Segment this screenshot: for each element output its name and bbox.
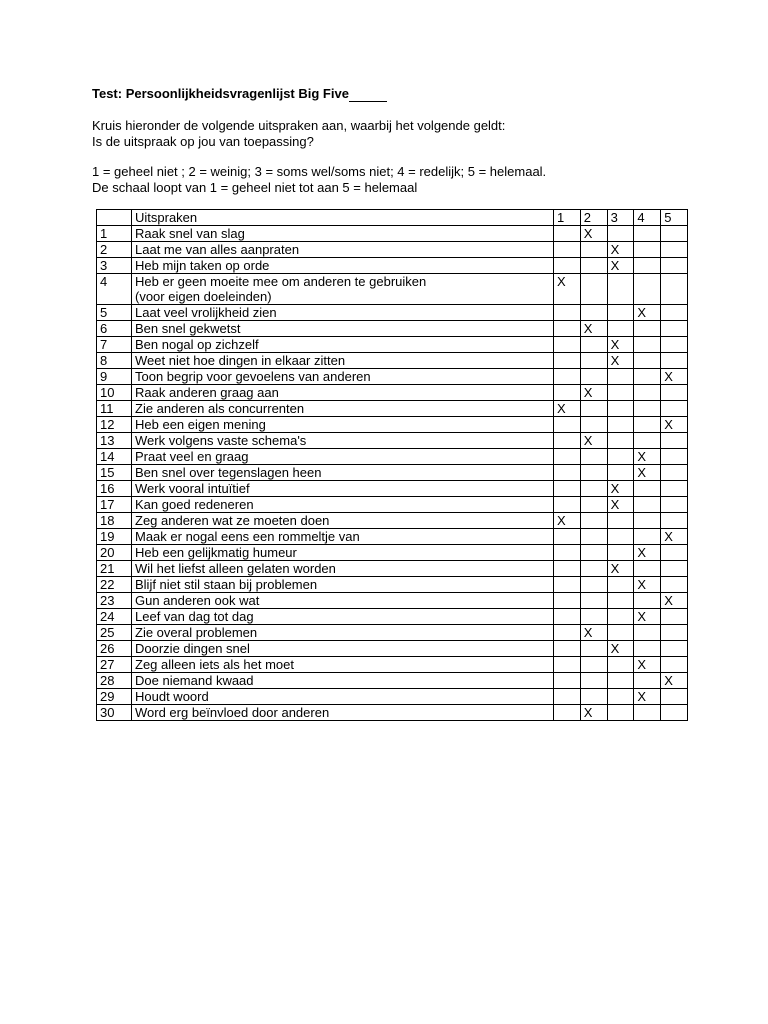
score-cell-5[interactable]: X xyxy=(661,369,688,385)
row-number: 6 xyxy=(97,321,132,337)
score-cell-1[interactable] xyxy=(554,497,581,513)
score-cell-3[interactable] xyxy=(607,705,634,721)
row-number: 24 xyxy=(97,609,132,625)
instructions xyxy=(92,118,546,195)
score-cell-1[interactable] xyxy=(554,481,581,497)
statement-text: Zie overal problemen xyxy=(132,625,554,641)
score-cell-5[interactable] xyxy=(661,609,688,625)
score-cell-4[interactable]: X xyxy=(634,689,661,705)
score-cell-3[interactable] xyxy=(607,369,634,385)
table-row xyxy=(97,274,688,305)
score-cell-2[interactable] xyxy=(580,417,607,433)
score-cell-3[interactable] xyxy=(607,401,634,417)
score-cell-1[interactable]: X xyxy=(554,274,581,305)
score-cell-2[interactable]: X xyxy=(580,705,607,721)
statement-text: Zeg alleen iets als het moet xyxy=(132,657,554,673)
score-cell-2[interactable] xyxy=(580,242,607,258)
table-row xyxy=(97,497,688,513)
score-cell-2[interactable] xyxy=(580,497,607,513)
score-cell-5[interactable] xyxy=(661,513,688,529)
score-cell-5[interactable] xyxy=(661,401,688,417)
score-cell-1[interactable] xyxy=(554,385,581,401)
header-scale-3: 3 xyxy=(607,210,634,226)
table-row xyxy=(97,689,688,705)
score-cell-2[interactable]: X xyxy=(580,226,607,242)
score-cell-5[interactable] xyxy=(661,449,688,465)
score-cell-4[interactable] xyxy=(634,258,661,274)
header-scale-5: 5 xyxy=(661,210,688,226)
score-cell-2[interactable] xyxy=(580,513,607,529)
score-cell-2[interactable] xyxy=(580,529,607,545)
score-cell-1[interactable] xyxy=(554,657,581,673)
score-cell-1[interactable] xyxy=(554,226,581,242)
row-number: 10 xyxy=(97,385,132,401)
score-cell-2[interactable] xyxy=(580,449,607,465)
score-cell-2[interactable] xyxy=(580,305,607,321)
score-cell-1[interactable] xyxy=(554,258,581,274)
row-number: 25 xyxy=(97,625,132,641)
row-number: 7 xyxy=(97,337,132,353)
score-cell-3[interactable] xyxy=(607,465,634,481)
score-cell-1[interactable] xyxy=(554,321,581,337)
table-row xyxy=(97,481,688,497)
score-cell-4[interactable] xyxy=(634,417,661,433)
score-cell-2[interactable] xyxy=(580,258,607,274)
score-cell-3[interactable] xyxy=(607,226,634,242)
score-cell-3[interactable] xyxy=(607,513,634,529)
score-cell-1[interactable] xyxy=(554,465,581,481)
statement-text: Word erg beïnvloed door anderen xyxy=(132,705,554,721)
table-row xyxy=(97,417,688,433)
score-cell-2[interactable]: X xyxy=(580,321,607,337)
score-cell-2[interactable] xyxy=(580,369,607,385)
score-cell-4[interactable] xyxy=(634,401,661,417)
score-cell-2[interactable] xyxy=(580,609,607,625)
score-cell-3[interactable]: X xyxy=(607,641,634,657)
score-cell-5[interactable] xyxy=(661,226,688,242)
header-num-cell xyxy=(97,210,132,226)
score-cell-4[interactable] xyxy=(634,705,661,721)
score-cell-2[interactable] xyxy=(580,274,607,305)
scale-legend: 1 = geheel niet ; 2 = weinig; 3 = soms wel/soms niet; 4 = redelijk; 5 = helemaal. xyxy=(92,164,547,179)
row-number: 4 xyxy=(97,274,132,305)
statement-text: Leef van dag tot dag xyxy=(132,609,554,625)
statement-text: Ben snel over tegenslagen heen xyxy=(132,465,554,481)
score-cell-4[interactable] xyxy=(634,385,661,401)
table-row xyxy=(97,593,688,609)
statement-text: Ben nogal op zichzelf xyxy=(132,337,554,353)
table-row xyxy=(97,625,688,641)
score-cell-3[interactable]: X xyxy=(607,337,634,353)
row-number: 12 xyxy=(97,417,132,433)
score-cell-1[interactable] xyxy=(554,529,581,545)
score-cell-4[interactable] xyxy=(634,226,661,242)
score-cell-4[interactable]: X xyxy=(634,449,661,465)
statement-text xyxy=(132,274,554,305)
score-cell-4[interactable] xyxy=(634,433,661,449)
row-number: 15 xyxy=(97,465,132,481)
score-cell-5[interactable] xyxy=(661,561,688,577)
row-number: 2 xyxy=(97,242,132,258)
score-cell-3[interactable]: X xyxy=(607,481,634,497)
score-cell-4[interactable] xyxy=(634,625,661,641)
score-cell-4[interactable] xyxy=(634,353,661,369)
score-cell-4[interactable] xyxy=(634,337,661,353)
statement-text: Raak anderen graag aan xyxy=(132,385,554,401)
score-cell-1[interactable] xyxy=(554,577,581,593)
score-cell-3[interactable] xyxy=(607,609,634,625)
score-cell-1[interactable] xyxy=(554,417,581,433)
score-cell-3[interactable] xyxy=(607,385,634,401)
statement-text: Kan goed redeneren xyxy=(132,497,554,513)
title-underline-blank xyxy=(349,88,387,102)
row-number: 18 xyxy=(97,513,132,529)
table-row xyxy=(97,369,688,385)
statement-text: Zie anderen als concurrenten xyxy=(132,401,554,417)
statement-text: Doorzie dingen snel xyxy=(132,641,554,657)
score-cell-5[interactable] xyxy=(661,258,688,274)
statement-text: Heb een gelijkmatig humeur xyxy=(132,545,554,561)
statement-text: Toon begrip voor gevoelens van anderen xyxy=(132,369,554,385)
score-cell-4[interactable] xyxy=(634,593,661,609)
score-cell-5[interactable]: X xyxy=(661,673,688,689)
score-cell-4[interactable]: X xyxy=(634,545,661,561)
score-cell-2[interactable] xyxy=(580,401,607,417)
table-row xyxy=(97,337,688,353)
score-cell-5[interactable] xyxy=(661,689,688,705)
score-cell-4[interactable]: X xyxy=(634,577,661,593)
table-row xyxy=(97,705,688,721)
score-cell-4[interactable] xyxy=(634,369,661,385)
score-cell-3[interactable] xyxy=(607,673,634,689)
score-cell-5[interactable] xyxy=(661,337,688,353)
statement-text: Maak er nogal eens een rommeltje van xyxy=(132,529,554,545)
score-cell-2[interactable] xyxy=(580,673,607,689)
score-cell-2[interactable] xyxy=(580,577,607,593)
score-cell-3[interactable]: X xyxy=(607,561,634,577)
score-cell-3[interactable]: X xyxy=(607,242,634,258)
statement-text: Weet niet hoe dingen in elkaar zitten xyxy=(132,353,554,369)
row-number: 1 xyxy=(97,226,132,242)
statement-text: Ben snel gekwetst xyxy=(132,321,554,337)
statement-line: (voor eigen doeleinden) xyxy=(135,289,272,304)
row-number: 19 xyxy=(97,529,132,545)
survey-table xyxy=(96,209,688,721)
score-cell-3[interactable] xyxy=(607,593,634,609)
score-cell-5[interactable] xyxy=(661,545,688,561)
score-cell-1[interactable] xyxy=(554,593,581,609)
score-cell-3[interactable] xyxy=(607,545,634,561)
row-number: 13 xyxy=(97,433,132,449)
score-cell-1[interactable]: X xyxy=(554,513,581,529)
score-cell-5[interactable]: X xyxy=(661,417,688,433)
score-cell-5[interactable] xyxy=(661,353,688,369)
score-cell-1[interactable] xyxy=(554,609,581,625)
score-cell-5[interactable] xyxy=(661,321,688,337)
score-cell-5[interactable] xyxy=(661,274,688,305)
statement-text: Blijf niet stil staan bij problemen xyxy=(132,577,554,593)
statement-text: Raak snel van slag xyxy=(132,226,554,242)
table-row xyxy=(97,673,688,689)
header-statement-cell: Uitspraken xyxy=(132,210,554,226)
row-number: 3 xyxy=(97,258,132,274)
score-cell-2[interactable] xyxy=(580,641,607,657)
score-cell-5[interactable] xyxy=(661,385,688,401)
score-cell-2[interactable]: X xyxy=(580,433,607,449)
row-number: 5 xyxy=(97,305,132,321)
table-row xyxy=(97,242,688,258)
score-cell-3[interactable]: X xyxy=(607,353,634,369)
score-cell-3[interactable] xyxy=(607,417,634,433)
table-row xyxy=(97,641,688,657)
table-row xyxy=(97,321,688,337)
score-cell-3[interactable] xyxy=(607,274,634,305)
score-cell-2[interactable] xyxy=(580,337,607,353)
statement-text: Houdt woord xyxy=(132,689,554,705)
score-cell-1[interactable] xyxy=(554,433,581,449)
row-number: 17 xyxy=(97,497,132,513)
score-cell-5[interactable] xyxy=(661,497,688,513)
table-row xyxy=(97,258,688,274)
row-number: 29 xyxy=(97,689,132,705)
score-cell-4[interactable] xyxy=(634,274,661,305)
survey-body xyxy=(97,226,688,721)
score-cell-2[interactable]: X xyxy=(580,385,607,401)
score-cell-2[interactable] xyxy=(580,657,607,673)
document-title xyxy=(92,86,387,102)
table-row xyxy=(97,577,688,593)
score-cell-3[interactable] xyxy=(607,305,634,321)
row-number: 28 xyxy=(97,673,132,689)
score-cell-2[interactable] xyxy=(580,545,607,561)
row-number: 27 xyxy=(97,657,132,673)
score-cell-4[interactable]: X xyxy=(634,657,661,673)
row-number: 9 xyxy=(97,369,132,385)
score-cell-5[interactable] xyxy=(661,242,688,258)
row-number: 8 xyxy=(97,353,132,369)
title-text: Test: Persoonlijkheidsvragenlijst Big Five xyxy=(92,86,349,101)
score-cell-1[interactable] xyxy=(554,705,581,721)
statement-text: Werk vooral intuïtief xyxy=(132,481,554,497)
score-cell-1[interactable] xyxy=(554,545,581,561)
score-cell-2[interactable] xyxy=(580,465,607,481)
score-cell-3[interactable]: X xyxy=(607,258,634,274)
statement-text: Heb mijn taken op orde xyxy=(132,258,554,274)
score-cell-4[interactable] xyxy=(634,513,661,529)
row-number: 14 xyxy=(97,449,132,465)
table-row xyxy=(97,305,688,321)
table-row xyxy=(97,657,688,673)
score-cell-1[interactable] xyxy=(554,242,581,258)
score-cell-1[interactable] xyxy=(554,689,581,705)
score-cell-2[interactable] xyxy=(580,481,607,497)
score-cell-5[interactable] xyxy=(661,577,688,593)
statement-text: Gun anderen ook wat xyxy=(132,593,554,609)
table-row xyxy=(97,449,688,465)
score-cell-5[interactable]: X xyxy=(661,593,688,609)
statement-text: Praat veel en graag xyxy=(132,449,554,465)
score-cell-4[interactable] xyxy=(634,561,661,577)
table-row xyxy=(97,513,688,529)
score-cell-3[interactable] xyxy=(607,529,634,545)
score-cell-5[interactable] xyxy=(661,705,688,721)
score-cell-4[interactable] xyxy=(634,242,661,258)
table-row xyxy=(97,226,688,242)
row-number: 30 xyxy=(97,705,132,721)
header-scale-4: 4 xyxy=(634,210,661,226)
score-cell-4[interactable] xyxy=(634,497,661,513)
score-cell-3[interactable] xyxy=(607,657,634,673)
score-cell-5[interactable] xyxy=(661,641,688,657)
statement-text: Werk volgens vaste schema's xyxy=(132,433,554,449)
score-cell-3[interactable] xyxy=(607,449,634,465)
score-cell-4[interactable] xyxy=(634,641,661,657)
score-cell-1[interactable] xyxy=(554,369,581,385)
statement-text: Wil het liefst alleen gelaten worden xyxy=(132,561,554,577)
score-cell-5[interactable]: X xyxy=(661,529,688,545)
score-cell-5[interactable] xyxy=(661,657,688,673)
score-cell-1[interactable] xyxy=(554,673,581,689)
scale-description: De schaal loopt van 1 = geheel niet tot aan 5 = helemaal xyxy=(92,179,418,195)
score-cell-4[interactable] xyxy=(634,673,661,689)
score-cell-5[interactable] xyxy=(661,433,688,449)
score-cell-3[interactable] xyxy=(607,577,634,593)
table-row xyxy=(97,529,688,545)
score-cell-4[interactable]: X xyxy=(634,609,661,625)
score-cell-5[interactable] xyxy=(661,465,688,481)
score-cell-4[interactable] xyxy=(634,529,661,545)
row-number: 26 xyxy=(97,641,132,657)
table-row xyxy=(97,353,688,369)
score-cell-4[interactable]: X xyxy=(634,305,661,321)
score-cell-4[interactable] xyxy=(634,481,661,497)
row-number: 22 xyxy=(97,577,132,593)
score-cell-1[interactable]: X xyxy=(554,401,581,417)
score-cell-1[interactable] xyxy=(554,353,581,369)
score-cell-3[interactable] xyxy=(607,433,634,449)
score-cell-3[interactable] xyxy=(607,625,634,641)
statement-text: Doe niemand kwaad xyxy=(132,673,554,689)
table-row xyxy=(97,561,688,577)
score-cell-5[interactable] xyxy=(661,625,688,641)
row-number: 11 xyxy=(97,401,132,417)
score-cell-2[interactable]: X xyxy=(580,625,607,641)
instruction-line: Is de uitspraak op jou van toepassing? xyxy=(92,133,314,149)
table-row xyxy=(97,465,688,481)
score-cell-2[interactable] xyxy=(580,593,607,609)
statement-text: Laat veel vrolijkheid zien xyxy=(132,305,554,321)
table-row xyxy=(97,545,688,561)
score-cell-2[interactable] xyxy=(580,561,607,577)
score-cell-1[interactable] xyxy=(554,641,581,657)
row-number: 20 xyxy=(97,545,132,561)
instruction-line: Kruis hieronder de volgende uitspraken aan, waarbij het volgende geldt: xyxy=(92,118,506,133)
score-cell-1[interactable] xyxy=(554,625,581,641)
score-cell-2[interactable] xyxy=(580,353,607,369)
row-number: 23 xyxy=(97,593,132,609)
statement-line: Heb er geen moeite mee om anderen te gebruiken xyxy=(135,274,427,289)
score-cell-4[interactable] xyxy=(634,321,661,337)
header-scale-1: 1 xyxy=(554,210,581,226)
row-number: 21 xyxy=(97,561,132,577)
score-cell-1[interactable] xyxy=(554,337,581,353)
score-cell-1[interactable] xyxy=(554,561,581,577)
header-scale-2: 2 xyxy=(580,210,607,226)
table-header-row xyxy=(97,210,688,226)
score-cell-3[interactable]: X xyxy=(607,497,634,513)
table-row xyxy=(97,609,688,625)
statement-text: Heb een eigen mening xyxy=(132,417,554,433)
score-cell-4[interactable]: X xyxy=(634,465,661,481)
instruction-spacer xyxy=(92,149,546,164)
score-cell-5[interactable] xyxy=(661,481,688,497)
score-cell-1[interactable] xyxy=(554,449,581,465)
score-cell-2[interactable] xyxy=(580,689,607,705)
statement-text: Laat me van alles aanpraten xyxy=(132,242,554,258)
table-row xyxy=(97,401,688,417)
row-number: 16 xyxy=(97,481,132,497)
table-row xyxy=(97,385,688,401)
score-cell-5[interactable] xyxy=(661,305,688,321)
score-cell-3[interactable] xyxy=(607,321,634,337)
statement-text: Zeg anderen wat ze moeten doen xyxy=(132,513,554,529)
table-row xyxy=(97,433,688,449)
score-cell-3[interactable] xyxy=(607,689,634,705)
score-cell-1[interactable] xyxy=(554,305,581,321)
